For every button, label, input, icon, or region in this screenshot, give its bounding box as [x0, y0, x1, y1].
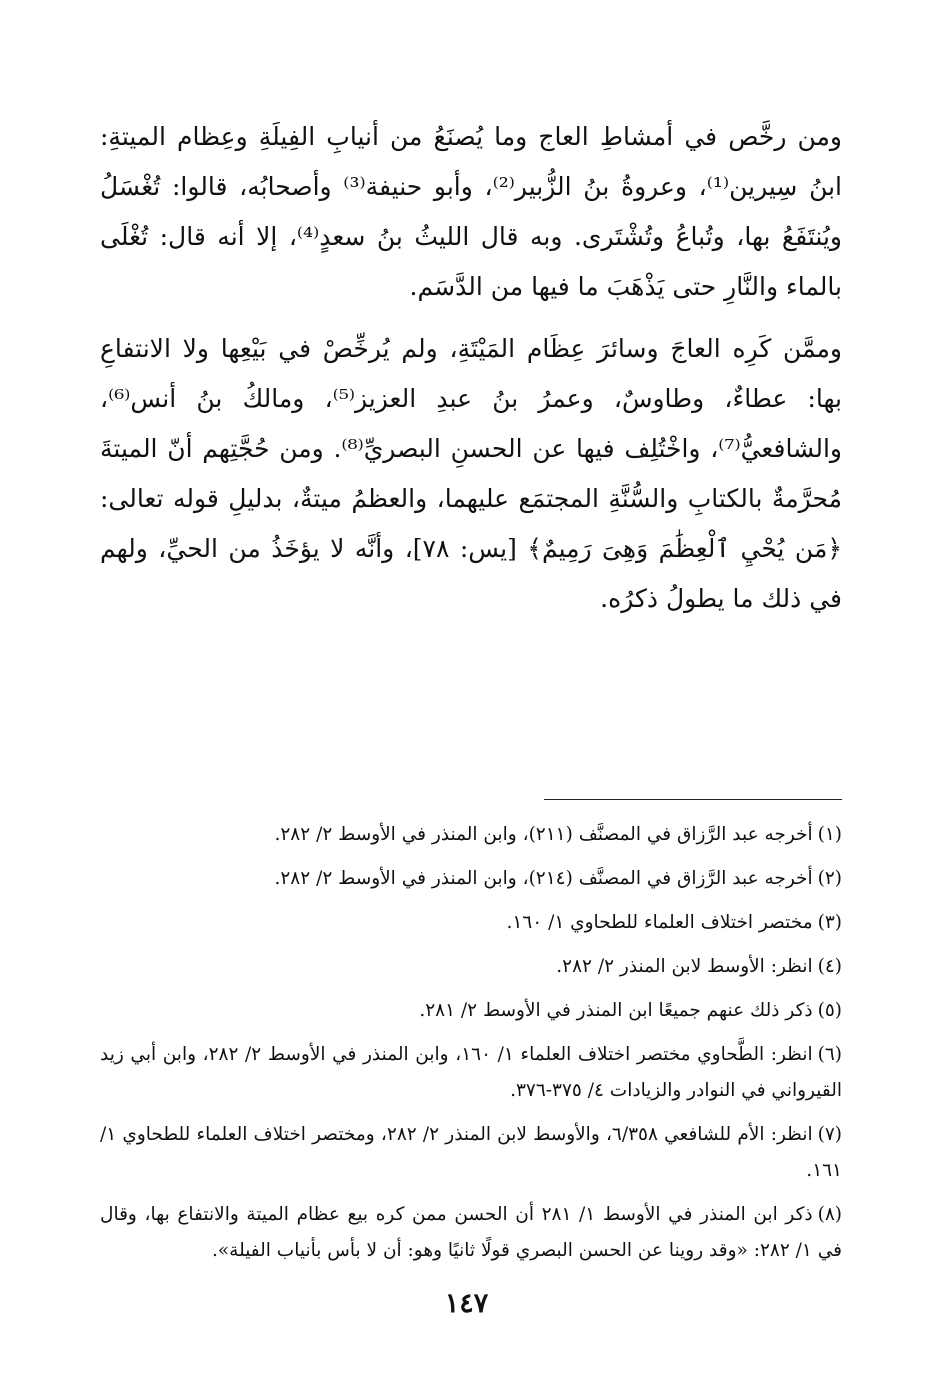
footnote	[100, 817, 842, 853]
footnote-text: أخرجه عبد الرَّزاق في المصنَّف (٢١٤)، وابن المنذر في الأوسط ٢/ ٢٨٢.	[274, 868, 813, 889]
footnote-separator	[544, 799, 842, 800]
footnote-number: (١)	[817, 824, 842, 845]
footnote-text: انظر: الأم للشافعي ٦/٣٥٨، والأوسط لابن المنذر ٢/ ٢٨٢، ومختصر اختلاف العلماء للطحاوي ١/ ١٦١.	[100, 1124, 842, 1181]
main-text	[100, 112, 842, 624]
page-number: ١٤٧	[444, 1288, 489, 1319]
paragraph: وممَّن كَرِه العاجَ وسائرَ عِظَام المَيْتَةِ، ولم يُرخِّصْ في بَيْعِها ولا الانتفاعِ بها: عطاءٌ، وطاوسٌ، وعمرُ بنُ عبدِ العزيز⁽⁵⁾، ومالكُ بنُ أنس⁽⁶⁾، والشافعيُّ⁽⁷⁾، واخْتُلِف فيها عن الحسنِ البصريِّ⁽⁸⁾. ومن حُجَّتِهم أنّ الميتةَ مُحرَّمةٌ بالكتابِ والسُّنَّةِ المجتمَع عليهما، والعظمُ ميتةٌ، بدليلِ قوله تعالى: ﴿مَن يُحْيِ ٱلْعِظَٰمَ وَهِىَ رَمِيمٌ﴾ [يس: ٧٨]، وأنَّه لا يؤخَذُ من الحيِّ، ولهم في ذلك ما يطولُ ذكرُه.	[100, 334, 842, 613]
footnote-text: أخرجه عبد الرَّزاق في المصنَّف (٢١١)، وابن المنذر في الأوسط ٢/ ٢٨٢.	[274, 824, 813, 845]
footnote-number: (٥)	[817, 1000, 842, 1021]
footnote	[100, 1197, 842, 1269]
footnote	[100, 905, 842, 941]
footnote	[100, 861, 842, 897]
footnote-text: ذكر ذلك عنهم جميعًا ابن المنذر في الأوسط ٢/ ٢٨١.	[419, 1000, 813, 1021]
footnote-text: مختصر اختلاف العلماء للطحاوي ١/ ١٦٠.	[506, 912, 813, 933]
footnote-text: ذكر ابن المنذر في الأوسط ١/ ٢٨١ أن الحسن ممن كره بيع عظام الميتة والانتفاع بها، وقال في ١/ ٢٨٢: «وقد روينا عن الحسن البصري قولًا ثانيًا وهو: أن لا بأس بأنياب الفيلة».	[100, 1204, 842, 1261]
footnote	[100, 1037, 842, 1109]
footnote-number: (٧)	[817, 1124, 842, 1145]
footnote	[100, 993, 842, 1029]
footnote-number: (٣)	[817, 912, 842, 933]
footnotes	[100, 817, 842, 1277]
footnote-text: انظر: الطَّحاوي مختصر اختلاف العلماء ١/ ١٦٠، وابن المنذر في الأوسط ٢/ ٢٨٢، وابن أبي زيد القيرواني في النوادر والزيادات ٤/ ٣٧٥-٣٧٦.	[100, 1044, 842, 1101]
footnote	[100, 1117, 842, 1189]
footnote-number: (٦)	[817, 1044, 842, 1065]
footnote-text: انظر: الأوسط لابن المنذر ٢/ ٢٨٢.	[556, 956, 813, 977]
footnote-number: (٢)	[817, 868, 842, 889]
footnote	[100, 949, 842, 985]
paragraph: ومن رخَّص في أمشاطِ العاج وما يُصنَعُ من أنيابِ الفِيلَةِ وعِظام الميتةِ: ابنُ سِيرين⁽¹⁾، وعروةُ بنُ الزُّبير⁽²⁾، وأبو حنيفة⁽³⁾ وأصحابُه، قالوا: تُغْسَلُ ويُنتَفَعُ بها، وتُباعُ وتُشْتَرى. وبه قال الليثُ بنُ سعدٍ⁽⁴⁾، إلا أنه قال: تُغْلَى بالماء والنَّارِ حتى يَذْهَبَ ما فيها من الدَّسَم.	[100, 122, 843, 301]
footnote-number: (٤)	[817, 956, 842, 977]
footnote-number: (٨)	[817, 1204, 842, 1225]
